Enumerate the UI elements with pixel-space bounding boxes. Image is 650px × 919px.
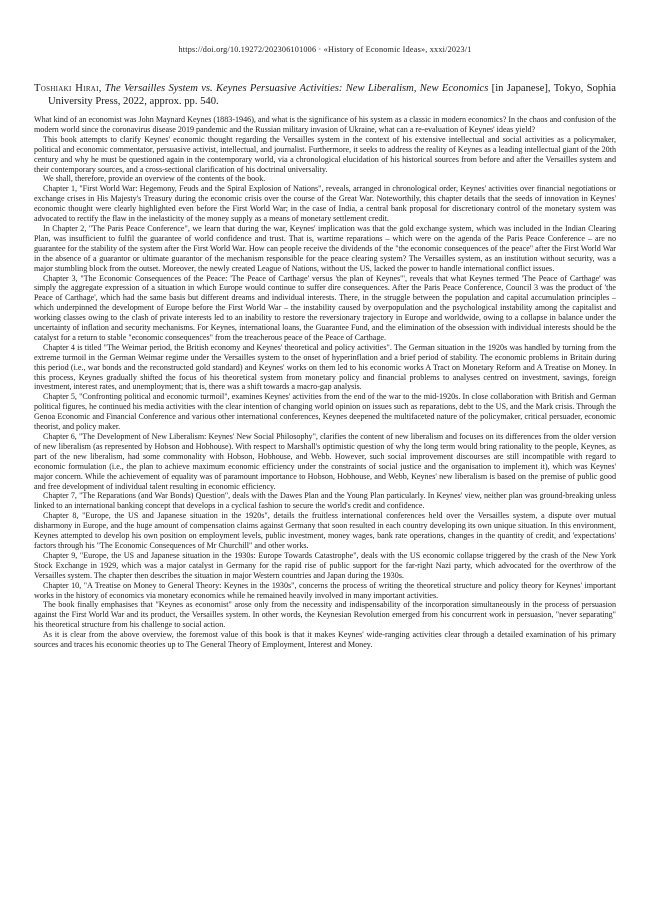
paragraph: Chapter 7, "The Reparations (and War Bonds) Question", deals with the Dawes Plan and the Young Plan particularly. In Keynes' view, neither plan was ground-breaking unless linked to an international banking concept that develops in a cyclical fashion to secure the world's credit and confidence. (34, 491, 616, 511)
paragraph: Chapter 5, "Confronting political and economic turmoil", examines Keynes' activities from the end of the war to the mid-1920s. In close collaboration with British and German political figures, he continued his media activities with the clear intention of changing world opinion on issues such as reparations, debt to the US, and the Mark crisis. Through the Genoa Economic and Financial Conference and various other international conferences, Keynes deepened the multifaceted nature of the policymaker, critical persuader, economic theorist, and policy maker. (34, 392, 616, 432)
paragraph: In Chapter 2, "The Paris Peace Conference", we learn that during the war, Keynes' implication was that the gold exchange system, which was included in the Indian Clearing Plan, was insufficient to fulfil the guarantee of world confidence and trust. That is, wartime reparations – which were on the agenda of the Paris Peace Conference – are no guarantee for the stability of the system after the First World War. How can people receive the dividends of the "the economic consequences of the peace" after the First World War in the absence of a guarantor or ultimate guarantor of the mechanism responsible for the peace clearing system? The Versailles system, as an institution without security, was a major stumbling block from the outset. Moreover, the newly created League of Nations, without the US, lacked the power to handle international conflict issues. (34, 223, 616, 273)
paragraph: This book attempts to clarify Keynes' economic thought regarding the Versailles system in the context of his extensive intellectual and social activities as a policymaker, political and economic commentator, persuasive activist, intellectual, and journalist. Furthermore, it seeks to address the reality of Keynes as a leading intellectual giant of the 20th century and why he must be questioned again in the contemporary world, via a chronological elucidation of his historical sources from before and after the Versailles system and their contemporary sources, and a cross-sectional clarification of his doctrinal universality. (34, 134, 616, 174)
book-citation: Toshiaki Hirai, The Versailles System vs. Keynes Persuasive Activities: New Liberalism, New Economics [in Japanese], Tokyo, Sophia University Press, 2022, approx. pp. 540. (34, 83, 617, 107)
paragraph: Chapter 9, "Europe, the US and Japanese situation in the 1930s: Europe Towards Catastrophe", deals with the US economic collapse triggered by the crash of the New York Stock Exchange in 1929, which was a major catalyst in Germany for the rapid rise of public support for the far-right Nazi party, which advocated for the overthrow of the Versailles system. The chapter then describes the situation in major Western countries and Japan during the 1930s. (34, 550, 616, 580)
paragraph: Chapter 4 is titled "The Weimar period, the British economy and Keynes' theoretical and policy activities". The German situation in the 1920s was handled by turning from the extreme turmoil in the German Weimar regime under the Versailles system to the onset of hyperinflation and a brief period of stability. The economic problems in Britain during this period (i.e., war bonds and the reconstructed gold standard) and Keynes' works on them led to his economic works A Tract on Monetary Reform and A Treatise on Money. In this process, Keynes gradually shifted the focus of his theoretical system from monetary policy and financial problems to analyses centred on investment, savings, foreign investment, interest rates, and unemployment; that is, there was a shift towards a macro-gap analysis. (34, 342, 616, 392)
running-head[interactable]: https://doi.org/10.19272/202306101006 · «History of Economic Ideas», xxxi/2023/1 (178, 45, 472, 54)
page (34, 14, 616, 650)
paragraph: Chapter 3, "The Economic Consequences of the Peace: 'The Peace of Carthage' versus 'the plan of Keynes'", reveals that what Keynes termed 'The Peace of Carthage' was simply the aggregate expression of a situation in which Europe would continue to suffer dire consequences. After the Paris Peace Conference, Council 3 was the product of 'the Peace of Carthage', which had the same basis but different dreams and individual interests. There, in the struggle between the population and capital accumulation principles – which underpinned the development of Europe before the First World War – the instability caused by overpopulation and the psychological instability among the capitalist and working classes owing to the clash of private interests led to an inability to restore the reversionary trajectory in Europe and worldwide, owing to a collapse in balance under the uncertainty of inflation and security mechanisms. For Keynes, international loans, the Guarantee Fund, and the elimination of the obsession with individual interests should be the catalyst for a return to stable "economic consequences" from the treacherous peace of the Peace of Carthage. (34, 273, 616, 342)
paragraph: Chapter 1, "First World War: Hegemony, Feuds and the Spiral Explosion of Nations", reveals, arranged in chronological order, Keynes' activities over financial negotiations or exchange crises in His Majesty's Treasury during the economic crisis over the course of the Great War. Noteworthily, this chapter details that the seeds of innovation in Keynes' economic thought were clearly highlighted even before the First World War; in the case of India, a central bank proposal for discretionary control of the monetary system was advocated to rectify the flaw in the inelasticity of the money supply as a means of monetary settlement credit. (34, 184, 616, 224)
paragraph: As it is clear from the above overview, the foremost value of this book is that it makes Keynes' wide-ranging activities clear through a detailed examination of his primary sources and traces his economic theories up to The General Theory of Employment, Interest and Money. (34, 630, 616, 650)
paragraph: What kind of an economist was John Maynard Keynes (1883-1946), and what is the significance of his system as a classic in modern economics? In the chaos and confusion of the modern world since the coronavirus disease 2019 pandemic and the Russian military invasion of Ukraine, what can a re-evaluation of Keynes' ideas yield? (34, 115, 616, 134)
review-body (34, 115, 616, 650)
paragraph: Chapter 10, "A Treatise on Money to General Theory: Keynes in the 1930s", concerns the process of writing the theoretical structure and policy theory for Keynes' important works in the history of economics via monetary economics while he remained heavily involved in many important activities. (34, 580, 616, 600)
paragraph: Chapter 8, "Europe, the US and Japanese situation in the 1920s", details the fruitless international conferences held over the Versailles system, a dispute over mutual disharmony in Europe, and the huge amount of compensation claims against Germany that soon resulted in each country developing its own unique situation. In this environment, Keynes attempted to develop his own position on employment levels, public investment, money wages, bank rate operations, changes in the quantity of credit, and 'expectations' factors through his "The Economic Consequences of Mr Churchill" and other works. (34, 511, 616, 550)
citation-title: The Versailles System vs. Keynes Persuasive Activities: New Liberalism, New Economics (104, 83, 489, 94)
paragraph: We shall, therefore, provide an overview of the contents of the book. (43, 174, 266, 184)
citation-details: [in Japanese], Tokyo, Sophia University Press, 2022, approx. pp. 540. (48, 83, 617, 107)
citation-author: Toshiaki Hirai (34, 83, 99, 94)
paragraph: Chapter 6, "The Development of New Liberalism: Keynes' New Social Philosophy", clarifies the content of new liberalism and focuses on its differences from the older version of new liberalism (as represented by Hobson and Hobhouse). With respect to Marshall's optimistic question of why the long term would bring rationality to the people, Keynes, as part of the new liberalism, had some commonality with Hobson, Hobhouse, and Webb. However, such social improvement discourses are still incompatible with regard to economic formulation (i.e., the plan to achieve maximum economic efficiency under the constraints of social justice and the organisation to implement it), which was Keynes' major concern. While the achievement of equality was of paramount importance to Hobson, Hobhouse, and Webb, Keynes' new liberalism is based on the premise of public good and free development of individual talent resulting in economic efficiency. (34, 432, 616, 491)
paragraph: The book finally emphasises that "Keynes as economist" arose only from the necessity and indispensability of the incorporation simultaneously in the process of persuasion against the First World War and its product, the Versailles system. In other words, the Keynesian Revolution emerged from his concurrent work in persuasion, "never separating" his theoretical structure from his challenge to social action. (34, 600, 616, 630)
